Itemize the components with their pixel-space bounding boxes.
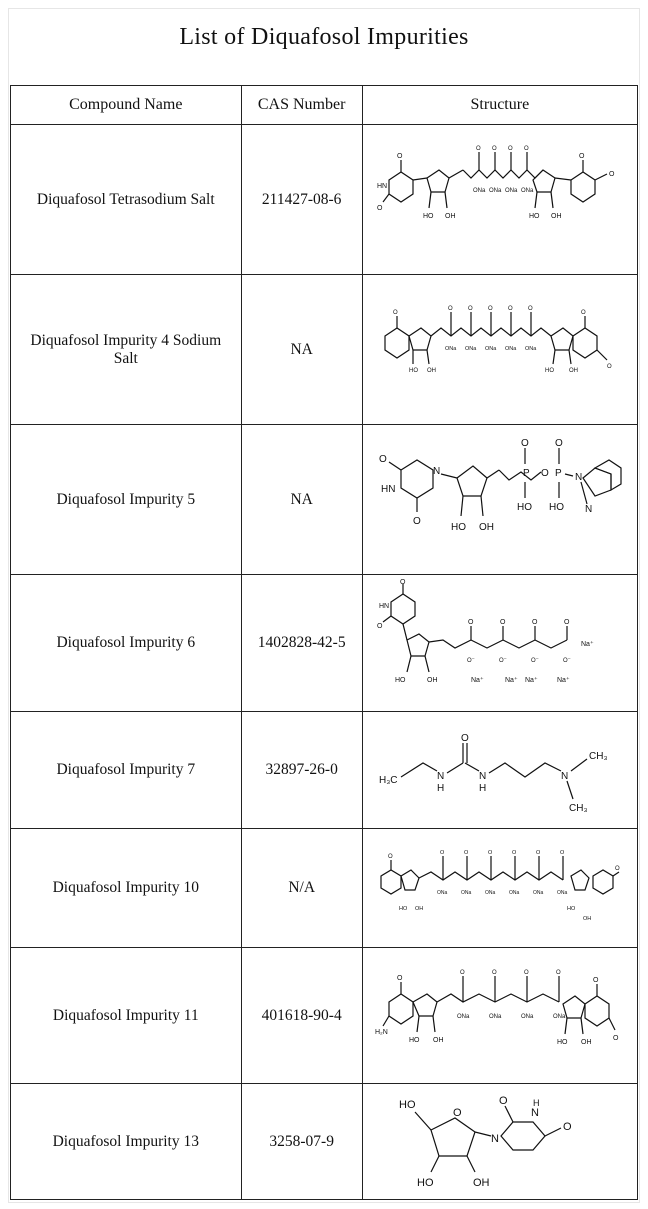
svg-text:ONa: ONa bbox=[444, 345, 457, 352]
svg-text:O: O bbox=[459, 969, 465, 976]
structure-cell bbox=[362, 125, 637, 275]
structure-cell bbox=[362, 1084, 637, 1200]
svg-text:OH: OH bbox=[568, 367, 578, 374]
svg-text:HO: HO bbox=[416, 1176, 434, 1189]
page-title: List of Diquafosol Impurities bbox=[179, 24, 469, 50]
svg-text:N: N bbox=[574, 471, 583, 483]
svg-text:O: O bbox=[580, 309, 586, 316]
svg-text:O⁻: O⁻ bbox=[530, 658, 539, 664]
svg-text:N: N bbox=[436, 771, 445, 782]
structure-cell bbox=[362, 275, 637, 425]
compound-name-cell: Diquafosol Impurity 7 bbox=[11, 712, 242, 829]
svg-text:O: O bbox=[467, 305, 473, 312]
table-row bbox=[11, 275, 638, 425]
structure-cell bbox=[362, 712, 637, 829]
structure-cell bbox=[362, 425, 637, 575]
svg-text:O: O bbox=[608, 170, 615, 178]
svg-text:OH: OH bbox=[582, 916, 592, 922]
svg-text:OH: OH bbox=[478, 521, 494, 533]
svg-text:OH: OH bbox=[444, 212, 456, 220]
svg-text:OH: OH bbox=[550, 212, 562, 220]
svg-text:ONa: ONa bbox=[484, 345, 497, 352]
svg-text:O: O bbox=[563, 619, 570, 626]
svg-text:O⁻: O⁻ bbox=[498, 658, 507, 664]
compound-name-cell: Diquafosol Impurity 5 bbox=[11, 425, 242, 575]
table-row bbox=[11, 1084, 638, 1200]
svg-text:O: O bbox=[376, 623, 383, 630]
cas-number-cell: N/A bbox=[241, 829, 362, 948]
compound-name-cell: Diquafosol Impurity 10 bbox=[11, 829, 242, 948]
svg-text:HO: HO bbox=[516, 501, 532, 513]
cas-number-cell: 211427-08-6 bbox=[241, 125, 362, 275]
svg-text:ONa: ONa bbox=[504, 345, 517, 352]
table-row bbox=[11, 948, 638, 1084]
cas-number-cell: 1402828-42-5 bbox=[241, 575, 362, 712]
svg-text:ONa: ONa bbox=[520, 1013, 534, 1020]
svg-text:O: O bbox=[499, 619, 506, 626]
svg-text:HN: HN bbox=[376, 182, 387, 190]
svg-text:P: P bbox=[522, 467, 530, 479]
svg-text:ONa: ONa bbox=[484, 890, 496, 896]
svg-text:H: H bbox=[478, 783, 487, 794]
svg-text:O: O bbox=[396, 974, 403, 982]
svg-text:O: O bbox=[399, 579, 406, 586]
svg-text:O: O bbox=[592, 976, 599, 984]
svg-text:H: H bbox=[532, 1097, 540, 1108]
cas-number-cell: 32897-26-0 bbox=[241, 712, 362, 829]
svg-text:ONa: ONa bbox=[508, 890, 520, 896]
header-structure: Structure bbox=[362, 86, 637, 125]
svg-text:O: O bbox=[606, 363, 612, 370]
svg-text:O: O bbox=[531, 619, 538, 626]
header-compound-name: Compound Name bbox=[11, 86, 242, 125]
svg-text:O: O bbox=[527, 305, 533, 312]
svg-text:O: O bbox=[463, 850, 469, 856]
svg-text:O: O bbox=[487, 305, 493, 312]
svg-text:O: O bbox=[614, 866, 620, 872]
svg-text:ONa: ONa bbox=[524, 345, 537, 352]
svg-text:O: O bbox=[412, 515, 421, 527]
svg-text:Na⁺: Na⁺ bbox=[524, 677, 538, 684]
svg-text:O: O bbox=[376, 204, 383, 212]
svg-text:HO: HO bbox=[544, 367, 554, 374]
compound-name-cell: Diquafosol Impurity 4 Sodium Salt bbox=[11, 275, 242, 425]
svg-text:OH: OH bbox=[472, 1176, 490, 1189]
dinucleotide-pentaphosphate-structure-icon bbox=[375, 280, 625, 420]
svg-text:HO: HO bbox=[548, 501, 564, 513]
structure-cell bbox=[362, 948, 637, 1084]
svg-text:O: O bbox=[523, 969, 529, 976]
dinucleotide-hexaphosphate-structure-icon bbox=[375, 832, 625, 944]
table-row bbox=[11, 712, 638, 829]
svg-text:O: O bbox=[491, 969, 497, 976]
svg-text:O: O bbox=[540, 467, 549, 479]
svg-text:O: O bbox=[491, 145, 497, 152]
svg-text:O: O bbox=[387, 854, 393, 860]
svg-text:O: O bbox=[511, 850, 517, 856]
svg-text:N: N bbox=[490, 1132, 499, 1145]
svg-text:ONa: ONa bbox=[552, 1013, 566, 1020]
header-cas-number: CAS Number bbox=[241, 86, 362, 125]
svg-text:ONa: ONa bbox=[556, 890, 568, 896]
svg-text:O: O bbox=[520, 437, 529, 449]
svg-text:O: O bbox=[535, 850, 541, 856]
cas-number-cell: 3258-07-9 bbox=[241, 1084, 362, 1200]
svg-text:HO: HO bbox=[556, 1038, 568, 1046]
svg-text:H₃C: H₃C bbox=[378, 775, 398, 786]
svg-text:O: O bbox=[498, 1094, 508, 1107]
svg-text:H₂N: H₂N bbox=[374, 1028, 388, 1036]
svg-text:O: O bbox=[467, 619, 474, 626]
svg-text:O: O bbox=[555, 969, 561, 976]
svg-text:OH: OH bbox=[414, 906, 424, 912]
structure-cell bbox=[362, 575, 637, 712]
svg-text:O: O bbox=[392, 309, 398, 316]
svg-text:O: O bbox=[378, 453, 387, 465]
svg-text:HO: HO bbox=[408, 367, 418, 374]
svg-text:O: O bbox=[507, 305, 513, 312]
svg-text:ONa: ONa bbox=[456, 1013, 470, 1020]
uridine-tetraphosphate-sodium-structure-icon bbox=[375, 578, 625, 708]
svg-text:HN: HN bbox=[378, 603, 389, 610]
svg-text:HO: HO bbox=[422, 212, 434, 220]
compound-name-cell: Diquafosol Impurity 6 bbox=[11, 575, 242, 712]
cytidine-uridine-tetraphosphate-structure-icon bbox=[375, 952, 625, 1080]
svg-text:O: O bbox=[562, 1120, 572, 1133]
cas-number-cell: NA bbox=[241, 275, 362, 425]
dinucleotide-tetraphosphate-structure-icon bbox=[375, 130, 625, 270]
svg-text:HO: HO bbox=[394, 677, 406, 684]
svg-text:ONa: ONa bbox=[464, 345, 477, 352]
svg-text:N: N bbox=[560, 771, 569, 782]
svg-text:N: N bbox=[584, 503, 593, 515]
compound-name-cell: Diquafosol Impurity 13 bbox=[11, 1084, 242, 1200]
svg-text:O: O bbox=[559, 850, 565, 856]
svg-text:N: N bbox=[530, 1106, 539, 1119]
svg-text:HO: HO bbox=[408, 1036, 420, 1044]
svg-text:CH₃: CH₃ bbox=[588, 751, 608, 762]
svg-text:Na⁺: Na⁺ bbox=[556, 677, 570, 684]
svg-text:O: O bbox=[612, 1034, 619, 1042]
impurities-table bbox=[10, 85, 638, 1200]
table-row bbox=[11, 425, 638, 575]
svg-text:ONa: ONa bbox=[472, 187, 486, 194]
ethyl-dimethylaminopropyl-urea-structure-icon bbox=[375, 715, 625, 825]
table-header-row bbox=[11, 86, 638, 125]
cas-number-cell: NA bbox=[241, 425, 362, 575]
svg-text:ONa: ONa bbox=[504, 187, 518, 194]
compound-name-cell: Diquafosol Impurity 11 bbox=[11, 948, 242, 1084]
svg-text:OH: OH bbox=[426, 367, 436, 374]
svg-text:O: O bbox=[460, 733, 469, 744]
svg-text:HO: HO bbox=[528, 212, 540, 220]
svg-text:O⁻: O⁻ bbox=[562, 658, 571, 664]
compound-name-cell: Diquafosol Tetrasodium Salt bbox=[11, 125, 242, 275]
svg-text:N: N bbox=[478, 771, 487, 782]
svg-text:P: P bbox=[554, 467, 562, 479]
table-row bbox=[11, 125, 638, 275]
table-row bbox=[11, 829, 638, 948]
svg-text:Na⁺: Na⁺ bbox=[504, 677, 518, 684]
svg-text:ONa: ONa bbox=[488, 1013, 502, 1020]
svg-text:HO: HO bbox=[450, 521, 466, 533]
svg-text:ONa: ONa bbox=[436, 890, 448, 896]
cas-number-cell: 401618-90-4 bbox=[241, 948, 362, 1084]
svg-text:O: O bbox=[396, 152, 403, 160]
table-row bbox=[11, 575, 638, 712]
uridine-diphosphate-benzimidazole-structure-icon bbox=[375, 430, 625, 570]
svg-text:O: O bbox=[507, 145, 513, 152]
uridine-nucleoside-structure-icon bbox=[375, 1086, 625, 1198]
svg-text:Na⁺: Na⁺ bbox=[470, 677, 484, 684]
svg-text:O: O bbox=[439, 850, 445, 856]
svg-text:O: O bbox=[554, 437, 563, 449]
svg-text:O: O bbox=[447, 305, 453, 312]
svg-text:ONa: ONa bbox=[520, 187, 534, 194]
svg-text:OH: OH bbox=[432, 1036, 444, 1044]
svg-text:ONa: ONa bbox=[532, 890, 544, 896]
svg-text:OH: OH bbox=[426, 677, 438, 684]
svg-text:O: O bbox=[452, 1106, 462, 1119]
svg-text:ONa: ONa bbox=[488, 187, 502, 194]
svg-text:O: O bbox=[523, 145, 529, 152]
svg-text:ONa: ONa bbox=[460, 890, 472, 896]
svg-text:HO: HO bbox=[398, 1098, 416, 1111]
svg-text:Na⁺: Na⁺ bbox=[580, 641, 594, 648]
svg-text:N: N bbox=[432, 465, 441, 477]
svg-text:O⁻: O⁻ bbox=[466, 658, 475, 664]
svg-text:CH₃: CH₃ bbox=[568, 803, 588, 814]
svg-text:HO: HO bbox=[398, 906, 408, 912]
svg-text:H: H bbox=[436, 783, 445, 794]
svg-text:O: O bbox=[578, 152, 585, 160]
svg-text:HN: HN bbox=[380, 483, 396, 495]
svg-text:OH: OH bbox=[580, 1038, 592, 1046]
svg-text:O: O bbox=[487, 850, 493, 856]
structure-cell bbox=[362, 829, 637, 948]
svg-text:HO: HO bbox=[566, 906, 576, 912]
svg-text:O: O bbox=[475, 145, 481, 152]
